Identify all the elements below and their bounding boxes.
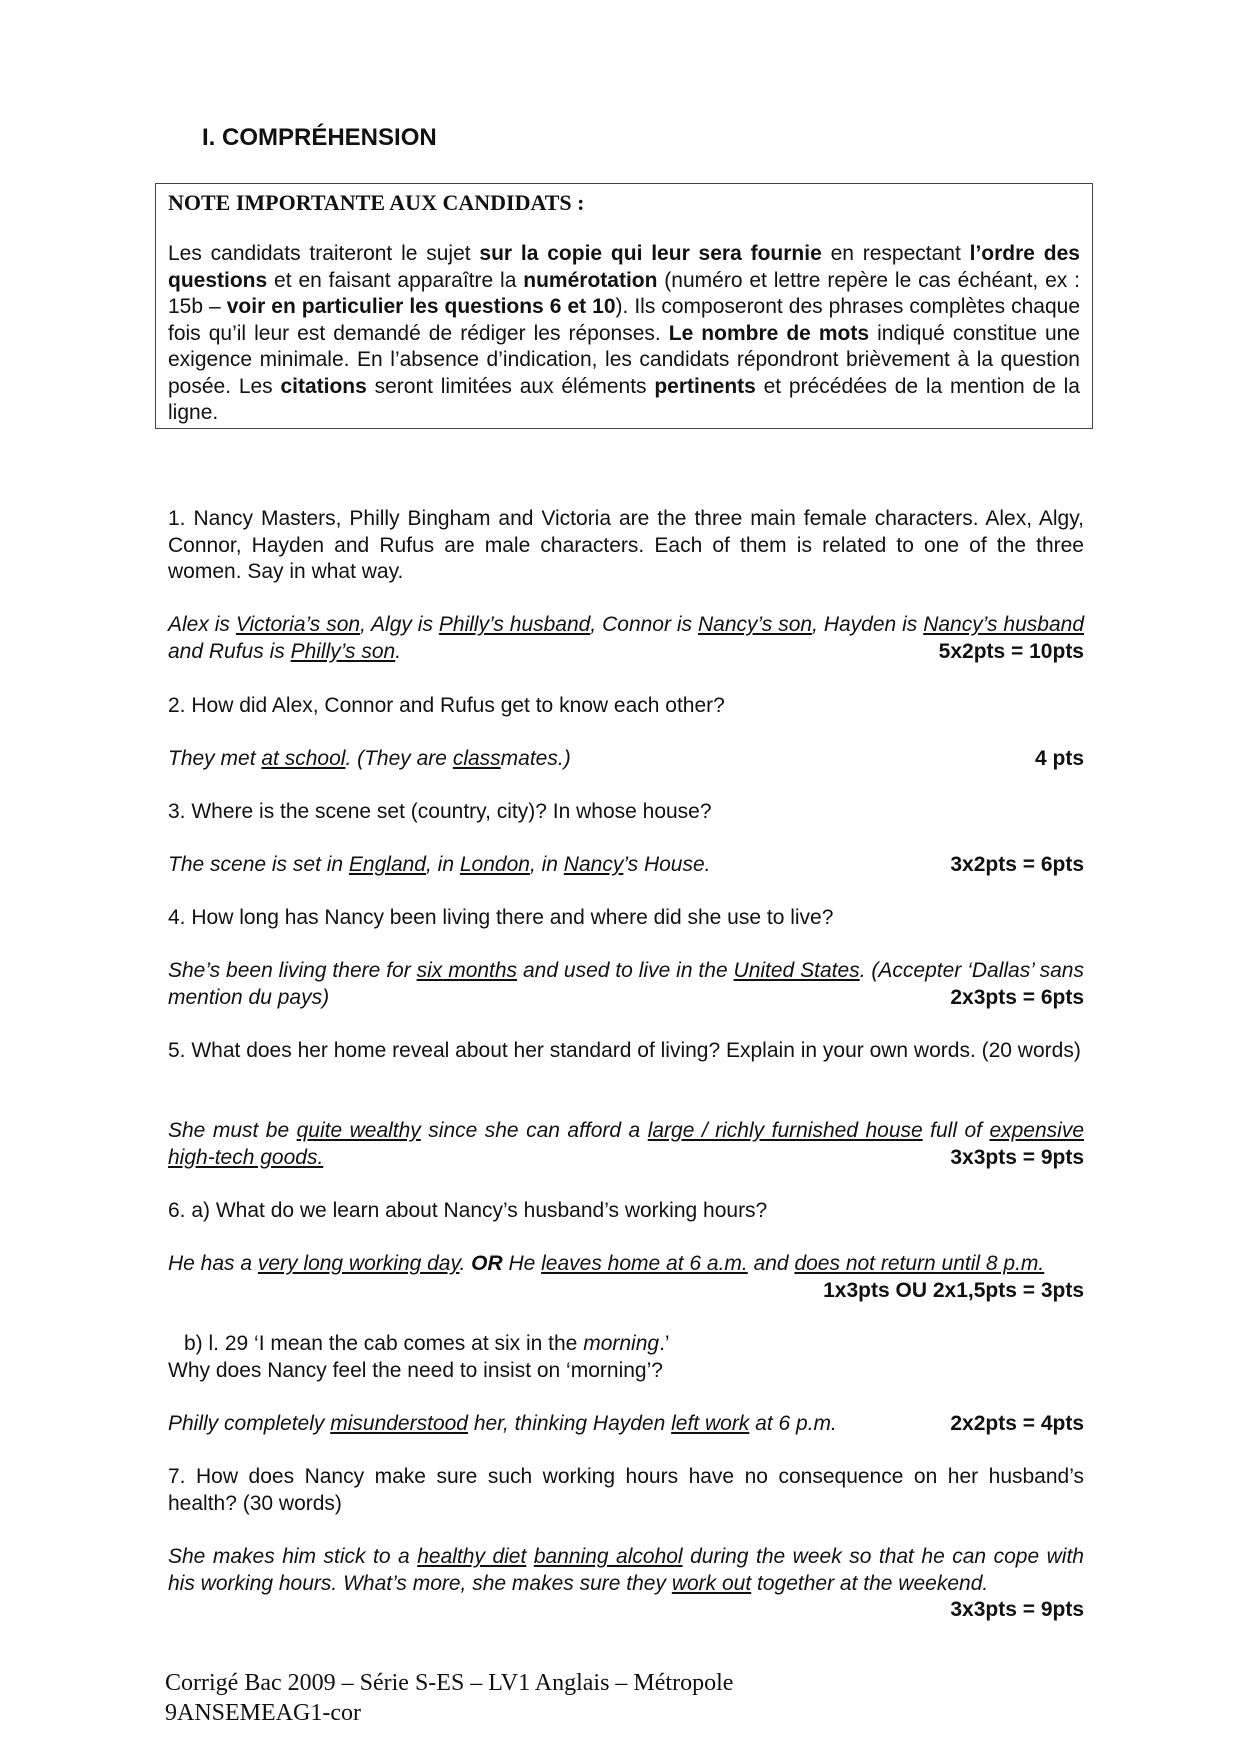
- note-body: Les candidats traiteront le sujet sur la copie qui leur sera fournie en respectant l’ordre des questions et en faisant apparaître la numérotation (numéro et lettre repère le cas échéant, ex : 15b – voir en particulier les questions 6 et 10). Ils composeront des phrases complètes chaque fois qu’il leur est demandé de rédiger les réponses. Le nombre de mots indiqué constitue une exigence minimale. En l’absence d’indication, les candidats répondront brièvement à la question posée. Les citations seront limitées aux éléments pertinents et précédées de la mention de la ligne.: [168, 242, 1081, 424]
- answer-3: The scene is set in England, in London, in Nancy’s House. 3x2pts = 6pts: [168, 852, 1084, 879]
- question-4: 4. How long has Nancy been living there and where did she use to live?: [168, 906, 834, 929]
- answer-5: She must be quite wealthy since she can afford a large / richly furnished house full of expensive high-tech goods. 3x3pts = 9pts: [168, 1118, 1084, 1171]
- points-6a: 1x3pts OU 2x1,5pts = 3pts: [823, 1278, 1084, 1302]
- answer-6a: He has a very long working day. OR He leaves home at 6 a.m. and does not return until 8 p.m. 1x3pts OU 2x1,5pts = 3pts: [168, 1251, 1084, 1304]
- answer-2: They met at school. (They are classmates.) 4 pts: [168, 746, 1084, 773]
- answer-6b: Philly completely misunderstood her, thinking Hayden left work at 6 p.m. 2x2pts = 4pts: [168, 1411, 1084, 1438]
- section-title: I. COMPRÉHENSION: [202, 124, 437, 151]
- note-title: NOTE IMPORTANTE AUX CANDIDATS :: [168, 190, 585, 215]
- points-4: 2x3pts = 6pts: [950, 985, 1084, 1009]
- points-1: 5x2pts = 10pts: [938, 639, 1084, 663]
- question-3: 3. Where is the scene set (country, city)? In whose house?: [168, 800, 712, 823]
- points-2: 4 pts: [1034, 747, 1084, 770]
- footer-code: 9ANSEMEAG1-cor: [165, 1700, 361, 1726]
- question-5: 5. What does her home reveal about her standard of living? Explain in your own words. (20 words): [168, 1039, 1081, 1062]
- question-7: 7. How does Nancy make sure such working hours have no consequence on her husband’s health? (30 words): [168, 1465, 1084, 1515]
- points-7: 3x3pts = 9pts: [950, 1598, 1084, 1621]
- candidate-note-box: [155, 183, 1093, 429]
- answer-4: She’s been living there for six months and used to live in the United States. (Accepter ‘Dallas’ sans mention du pays) 2x3pts = 6pts: [168, 958, 1084, 1011]
- answer-1: Alex is Victoria’s son, Algy is Philly’s husband, Connor is Nancy’s son, Hayden is Nancy’s husband and Rufus is Philly’s son. 5x2pts = 10pts: [168, 612, 1084, 665]
- points-5: 3x3pts = 9pts: [950, 1145, 1084, 1169]
- question-2: 2. How did Alex, Connor and Rufus get to know each other?: [168, 694, 725, 717]
- answer-7: She makes him stick to a healthy diet banning alcohol during the week so that he can cope with his working hours. What’s more, she makes sure they work out together at the weekend. 3x3pts = 9pts: [168, 1544, 1084, 1624]
- question-6b: b) l. 29 ‘I mean the cab comes at six in the morning.’ Why does Nancy feel the need to insist on ‘morning’?: [168, 1332, 670, 1382]
- footer-title: Corrigé Bac 2009 – Série S-ES – LV1 Anglais – Métropole: [165, 1670, 734, 1696]
- points-3: 3x2pts = 6pts: [950, 853, 1084, 876]
- page-footer: [165, 1668, 733, 1728]
- question-6a: 6. a) What do we learn about Nancy’s husband’s working hours?: [168, 1199, 768, 1222]
- question-1: 1. Nancy Masters, Philly Bingham and Victoria are the three main female characters. Alex, Algy, Connor, Hayden and Rufus are male characters. Each of them is related to one of the three women. Say in what way.: [168, 507, 1084, 583]
- points-6b: 2x2pts = 4pts: [950, 1412, 1084, 1435]
